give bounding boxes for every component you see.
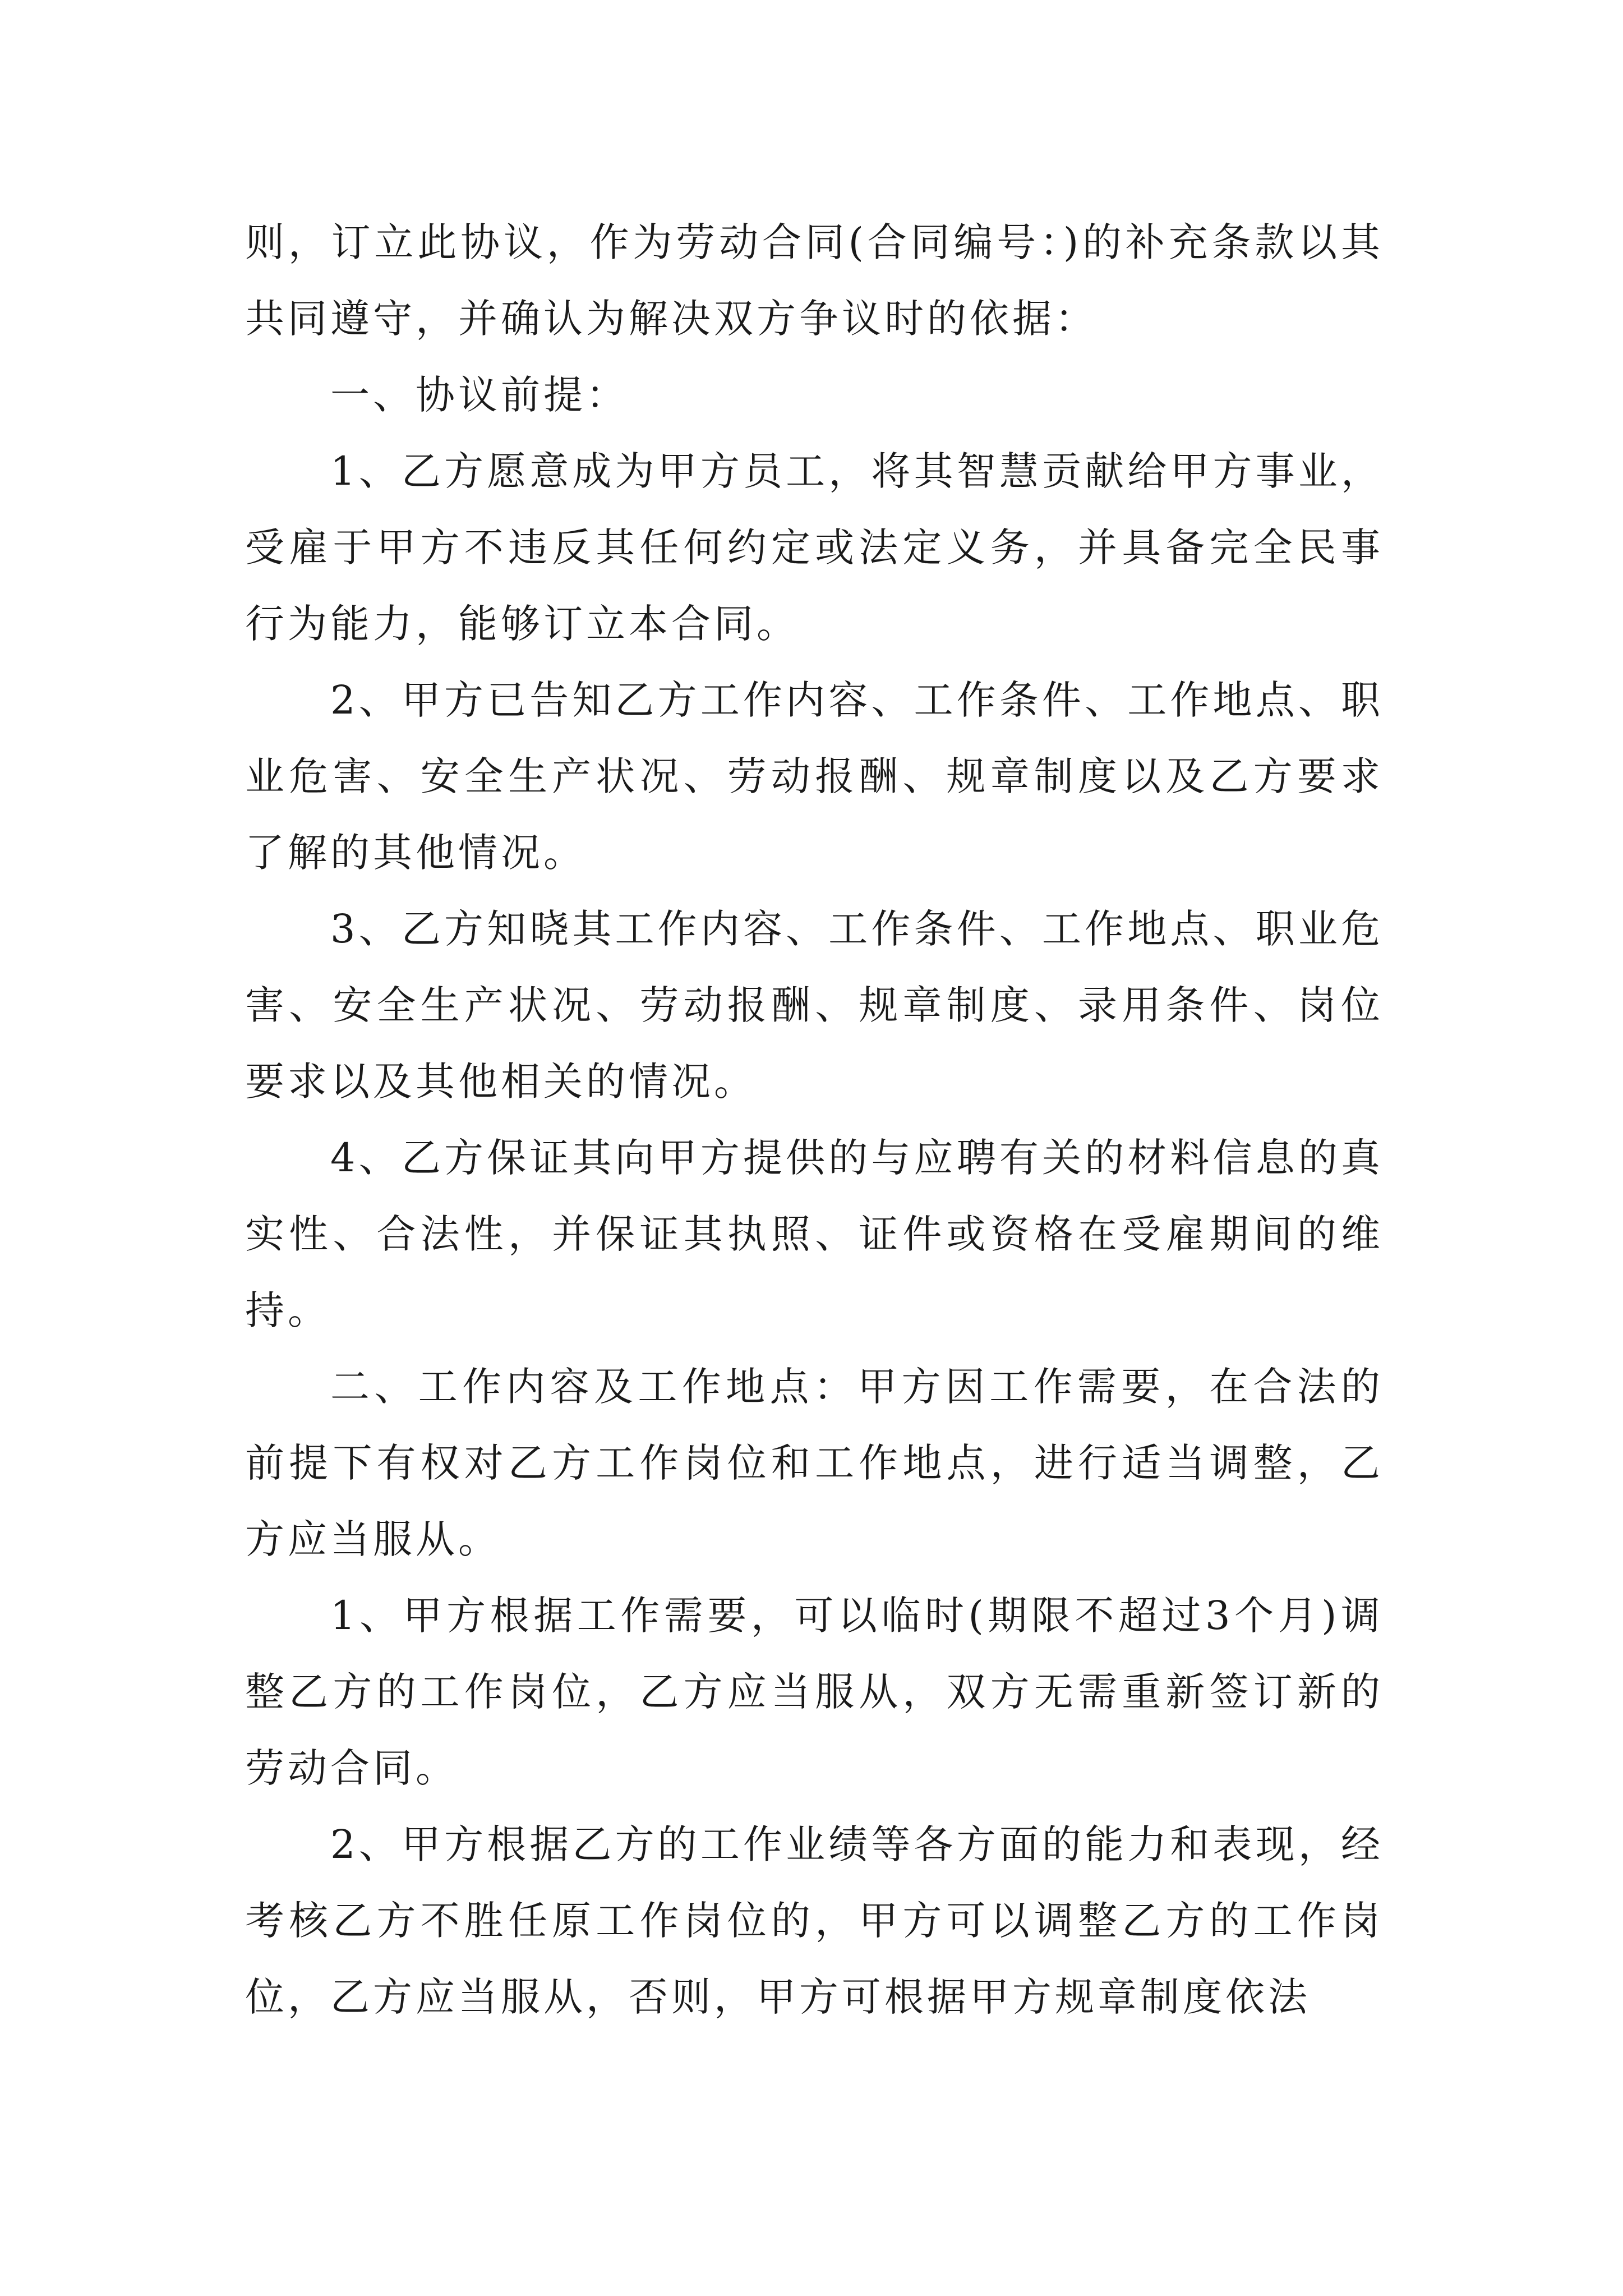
section-heading-work-content: 二、工作内容及工作地点：甲方因工作需要，在合法的前提下有权对乙方工作岗位和工作地点，进行适当调整，乙方应当服从。 (245, 1364, 1384, 1562)
paragraph-continuation: 则，订立此协议，作为劳动合同(合同编号：)的补充条款以其共同遵守，并确认为解决双方争议时的依据： (245, 219, 1384, 342)
clause-2-1: 1、甲方根据工作需要，可以临时(期限不超过3个月)调整乙方的工作岗位，乙方应当服从，双方无需重新签订新的劳动合同。 (245, 1593, 1384, 1791)
clause-1-4: 4、乙方保证其向甲方提供的与应聘有关的材料信息的真实性、合法性，并保证其执照、证件或资格在受雇期间的维持。 (245, 1135, 1384, 1333)
document-body (245, 204, 1384, 2035)
clause-1-3: 3、乙方知晓其工作内容、工作条件、工作地点、职业危害、安全生产状况、劳动报酬、规章制度、录用条件、岗位要求以及其他相关的情况。 (245, 906, 1384, 1105)
clause-1-1: 1、乙方愿意成为甲方员工，将其智慧贡献给甲方事业，受雇于甲方不违反其任何约定或法定义务，并具备完全民事行为能力，能够订立本合同。 (245, 448, 1384, 647)
clause-2-2: 2、甲方根据乙方的工作业绩等各方面的能力和表现，经考核乙方不胜任原工作岗位的，甲方可以调整乙方的工作岗位，乙方应当服从，否则，甲方可根据甲方规章制度依法 (245, 1821, 1384, 2020)
clause-1-2: 2、甲方已告知乙方工作内容、工作条件、工作地点、职业危害、安全生产状况、劳动报酬、规章制度以及乙方要求了解的其他情况。 (245, 677, 1384, 876)
section-heading-premise: 一、协议前提： (330, 372, 629, 418)
